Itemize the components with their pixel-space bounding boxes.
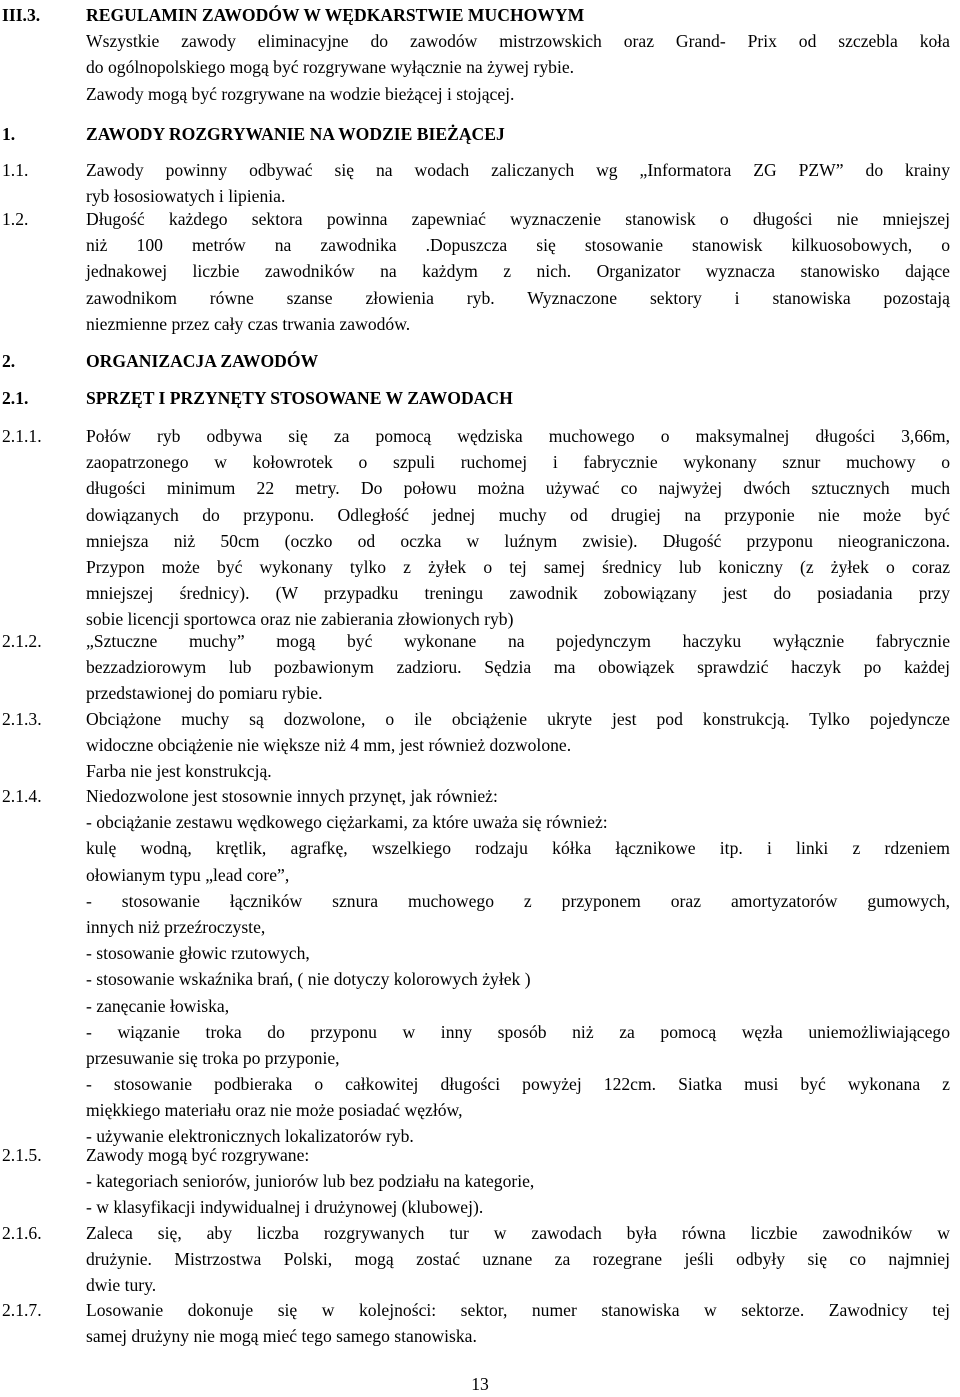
- paragraph-line: ołowianym typu „lead core”,: [86, 864, 290, 885]
- paragraph-line: mniejszej średnicy). (W przypadku treningu zawodnik zobowiązany jest do posiadania przy: [86, 583, 950, 604]
- paragraph-line: niezmienne przez cały czas trwania zawodów.: [86, 313, 411, 334]
- paragraph-line: ryb łososiowatych i lipienia.: [86, 186, 286, 207]
- paragraph-line: widoczne obciążenie nie większe niż 4 mm, jest również dozwolone.: [86, 735, 572, 756]
- section-number: 2.1.: [2, 388, 29, 408]
- section-title: ORGANIZACJA ZAWODÓW: [86, 351, 319, 371]
- paragraph-line: Zaleca się, aby liczba rozgrywanych tur w zawodach była równa liczbie zawodników w: [86, 1223, 950, 1243]
- list-item: - stosowanie łączników sznura muchowego z przyponem oraz amortyzatorów gumowych,: [86, 890, 950, 911]
- section-number: 2.1.2.: [2, 631, 42, 651]
- paragraph-line: Połów ryb odbywa się za pomocą wędziska muchowego o maksymalnej długości 3,66m,: [86, 426, 950, 446]
- paragraph-line: zawodnikom równe szanse złowienia ryb. Wyznaczone sektory i stanowiska pozostają: [86, 287, 950, 308]
- paragraph-line: Losowanie dokonuje się w kolejności: sektor, numer stanowiska w sektorze. Zawodnicy tej: [86, 1300, 950, 1320]
- section-title: ZAWODY ROZGRYWANIE NA WODZIE BIEŻĄCEJ: [86, 124, 505, 144]
- list-item: - stosowanie głowic rzutowych,: [86, 943, 310, 964]
- paragraph-line: Przypon może być wykonany tylko z żyłek o tej samej średnicy lub koniczny (z żyłek o coraz: [86, 556, 950, 577]
- list-item: - stosowanie wskaźnika brań, ( nie dotyczy kolorowych żyłek ): [86, 969, 531, 990]
- paragraph-line: bezzadziorowym lub pozbawionym zadzioru. Sędzia ma obowiązek sprawdzić haczyk po każdej: [86, 657, 950, 678]
- chapter-intro-line: do ogólnopolskiego mogą być rozgrywane wyłącznie na żywej rybie.: [86, 57, 575, 78]
- page-number: 13: [471, 1374, 489, 1394]
- paragraph-line: długości minimum 22 metry. Do połowu można używać co najwyżej dwóch sztucznych much: [86, 478, 950, 499]
- paragraph-line: „Sztuczne muchy” mogą być wykonane na pojedynczym haczyku wyłącznie fabrycznie: [86, 631, 950, 651]
- paragraph-line: Długość każdego sektora powinna zapewniać wyznaczenie stanowisk o długości nie mniejszej: [86, 209, 950, 229]
- paragraph-line: innych niż przeźroczyste,: [86, 916, 266, 937]
- chapter-number: III.3.: [2, 5, 41, 25]
- chapter-body: [86, 2, 950, 107]
- paragraph-line: dowiązanych do przyponu. Odległość jednej muchy od drugiej na przyponie nie może być: [86, 504, 950, 525]
- paragraph-line: przesuwanie się troka po przyponie,: [86, 1047, 340, 1068]
- chapter-title: REGULAMIN ZAWODÓW W WĘDKARSTWIE MUCHOWYM: [86, 5, 585, 25]
- paragraph-line: zaopatrzonego w kołowrotek o szpuli ruchomej i fabrycznie wykonany sznur muchowy o: [86, 452, 950, 473]
- list-item: - używanie elektronicznych lokalizatorów ryb.: [86, 1126, 414, 1147]
- chapter-intro-line: Wszystkie zawody eliminacyjne do zawodów mistrzowskich oraz Grand- Prix od szczebla koła: [86, 31, 950, 52]
- list-item: - kategoriach seniorów, juniorów lub bez podziału na kategorie,: [86, 1171, 535, 1192]
- list-item: - wiązanie troka do przyponu w inny sposób niż za pomocą węzła uniemożliwiającego: [86, 1021, 950, 1042]
- section-number: 2.1.6.: [2, 1223, 42, 1243]
- paragraph-line: samej drużyny nie mogą mieć tego samego stanowiska.: [86, 1326, 477, 1347]
- list-item: - w klasyfikacji indywidualnej i drużynowej (klubowej).: [86, 1197, 484, 1218]
- section-number: 1.1.: [2, 160, 29, 180]
- paragraph-line: Obciążone muchy są dozwolone, o ile obciążenie ukryte jest pod konstrukcją. Tylko pojedyncze: [86, 709, 950, 729]
- paragraph-line: niż 100 metrów na zawodnika .Dopuszcza się stosowanie stanowisk kilkuosobowych, o: [86, 235, 950, 256]
- section-number: 2.1.4.: [2, 786, 42, 806]
- chapter-intro-line: Zawody mogą być rozgrywane na wodzie bieżącej i stojącej.: [86, 83, 515, 104]
- paragraph-line: mniejsza niż 50cm (oczko od oczka w luźnym zwisie). Długość przyponu nieograniczona.: [86, 530, 950, 551]
- section-number: 2.1.7.: [2, 1300, 42, 1320]
- section-number: 2.1.1.: [2, 426, 42, 446]
- paragraph-line: Zawody mogą być rozgrywane:: [86, 1145, 310, 1165]
- paragraph-line: sobie licencji sportowca oraz nie zabierania złowionych ryb): [86, 609, 514, 630]
- section-number: 1.2.: [2, 209, 29, 229]
- list-item: - obciążanie zestawu wędkowego ciężarkami, za które uważa się również:: [86, 812, 608, 833]
- section-number: 2.1.5.: [2, 1145, 42, 1165]
- paragraph-line: Niedozwolone jest stosownie innych przynęt, jak również:: [86, 786, 498, 806]
- paragraph-line: miękkiego materiału oraz nie może posiadać węzłów,: [86, 1100, 463, 1121]
- section-title: SPRZĘT I PRZYNĘTY STOSOWANE W ZAWODACH: [86, 388, 513, 408]
- section-number: 2.1.3.: [2, 709, 42, 729]
- paragraph-line: jednakowej liczbie zawodników na każdym z nich. Organizator wyznacza stanowisko dające: [86, 261, 950, 282]
- paragraph-line: kulę wodną, krętlik, agrafkę, wszelkiego rodzaju kółka łącznikowe itp. i linki z rdzeniem: [86, 838, 950, 859]
- list-item: - zanęcanie łowiska,: [86, 995, 230, 1016]
- paragraph-line: Zawody powinny odbywać się na wodach zaliczanych wg „Informatora ZG PZW” do krainy: [86, 160, 950, 180]
- paragraph-line: przedstawionej do pomiaru rybie.: [86, 683, 323, 704]
- section-number: 1.: [2, 124, 16, 144]
- paragraph-line: drużynie. Mistrzostwa Polski, mogą zostać uznane za rozegrane jeśli odbyły się co najmniej: [86, 1249, 950, 1270]
- paragraph-line: dwie tury.: [86, 1275, 157, 1296]
- list-item: - stosowanie podbieraka o całkowitej długości powyżej 122cm. Siatka musi być wykonana z: [86, 1074, 950, 1095]
- section-number: 2.: [2, 351, 16, 371]
- paragraph-line: Farba nie jest konstrukcją.: [86, 761, 272, 782]
